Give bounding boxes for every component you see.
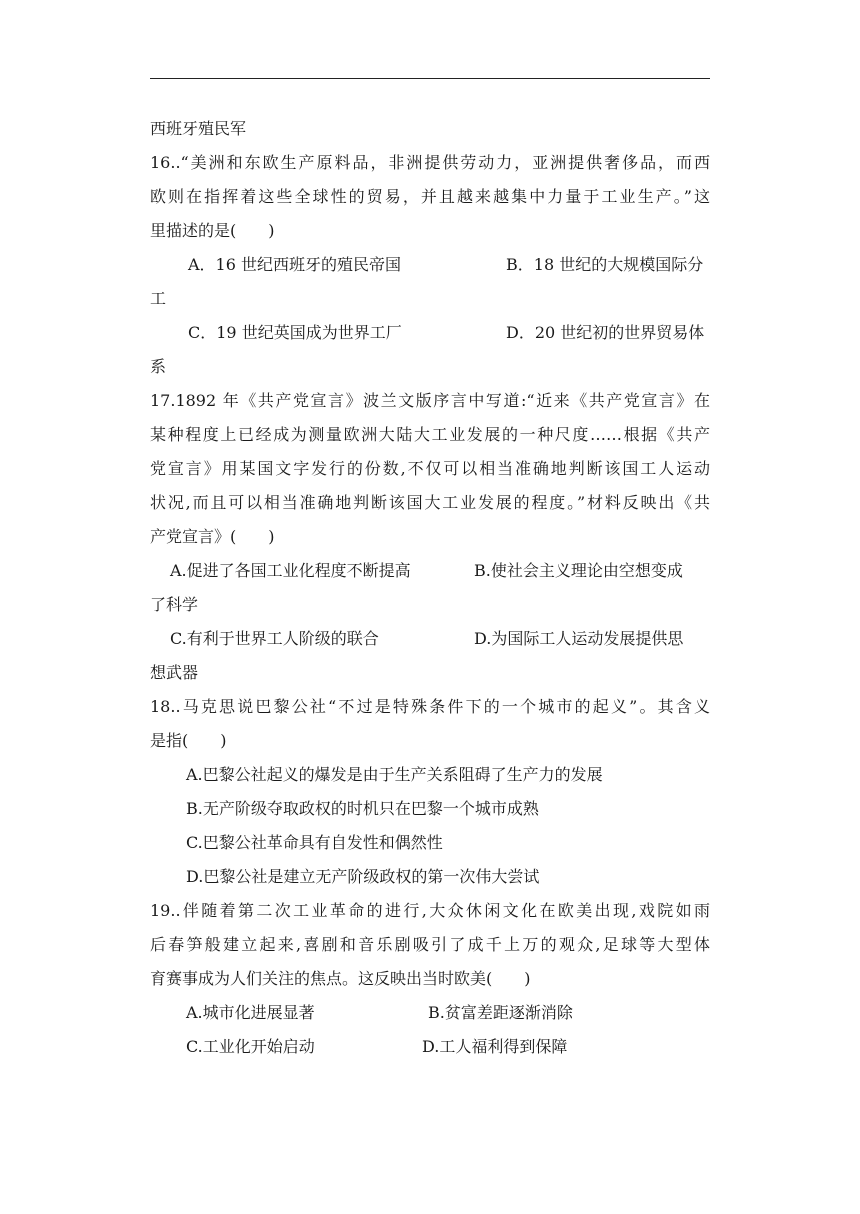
q18-option-b: B.无产阶级夺取政权的时机只在巴黎一个城市成熟 (186, 799, 539, 818)
q17-option-d: D.为国际工人运动发展提供思 (474, 629, 684, 648)
q19-option-a: A.城市化进展显著 (186, 1003, 315, 1022)
q18-option-d: D.巴黎公社是建立无产阶级政权的第一次伟大尝试 (186, 867, 540, 886)
q18-option-c: C.巴黎公社革命具有自发性和偶然性 (186, 833, 443, 852)
q17-stem-line: 产党宣言》( ) (150, 527, 275, 546)
q16-options-row (150, 248, 710, 282)
q18-stem-line: 是指( ) (150, 731, 227, 750)
q16-option-a: A．16 世纪西班牙的殖民帝国 (188, 255, 402, 274)
q16-options-row (150, 316, 710, 350)
q16-option-c: C．19 世纪英国成为世界工厂 (188, 323, 402, 342)
q16-option-b: B．18 世纪的大规模国际分 (506, 255, 704, 274)
q18-option-a: A.巴黎公社起义的爆发是由于生产关系阻碍了生产力的发展 (186, 765, 603, 784)
q16-stem-line: 欧则在指挥着这些全球性的贸易，并且越来越集中力量于工业生产。”这 (150, 187, 710, 206)
question-content (150, 112, 710, 1064)
q17-stem-line: 17.1892 年《共产党宣言》波兰文版序言中写道:“近来《共产党宣言》在 (150, 391, 710, 410)
q17-options-row (150, 554, 710, 588)
q19-options-row (150, 996, 710, 1030)
q19-stem-line: 育赛事成为人们关注的焦点。这反映出当时欧美( ) (150, 969, 531, 988)
q16-option-d: D．20 世纪初的世界贸易体 (506, 323, 705, 342)
q17-options-row (150, 622, 710, 656)
q17-stem-line: 党宣言》用某国文字发行的份数,不仅可以相当准确地判断该国工人运动 (150, 459, 710, 478)
q19-option-c: C.工业化开始启动 (186, 1037, 315, 1056)
q16-option-wrap: 工 (150, 289, 167, 308)
q17-option-wrap: 想武器 (150, 663, 199, 682)
text-line: 西班牙殖民军 (150, 119, 247, 138)
q19-stem-line: 19..伴随着第二次工业革命的进行,大众休闲文化在欧美出现,戏院如雨 (150, 901, 710, 920)
q19-option-d: D.工人福利得到保障 (422, 1037, 568, 1056)
q16-option-wrap: 系 (150, 357, 167, 376)
q17-stem-line: 某种程度上已经成为测量欧洲大陆大工业发展的一种尺度……根据《共产 (150, 425, 710, 444)
q19-stem-line: 后春笋般建立起来,喜剧和音乐剧吸引了成千上万的观众,足球等大型体 (150, 935, 710, 954)
q19-option-b: B.贫富差距逐渐消除 (428, 1003, 573, 1022)
q17-option-c: C.有利于世界工人阶级的联合 (170, 629, 379, 648)
q16-stem-line: 16..“美洲和东欧生产原料品，非洲提供劳动力，亚洲提供奢侈品，而西 (150, 153, 710, 172)
q16-stem-line: 里描述的是( ) (150, 221, 275, 240)
q17-option-b: B.使社会主义理论由空想变成 (474, 561, 683, 580)
header-rule (150, 78, 710, 79)
q18-stem-line: 18..马克思说巴黎公社“不过是特殊条件下的一个城市的起义”。其含义 (150, 697, 710, 716)
q19-options-row (150, 1030, 710, 1064)
q17-option-wrap: 了科学 (150, 595, 199, 614)
q17-option-a: A.促进了各国工业化程度不断提高 (170, 561, 411, 580)
q17-stem-line: 状况,而且可以相当准确地判断该国大工业发展的程度。”材料反映出《共 (150, 493, 710, 512)
